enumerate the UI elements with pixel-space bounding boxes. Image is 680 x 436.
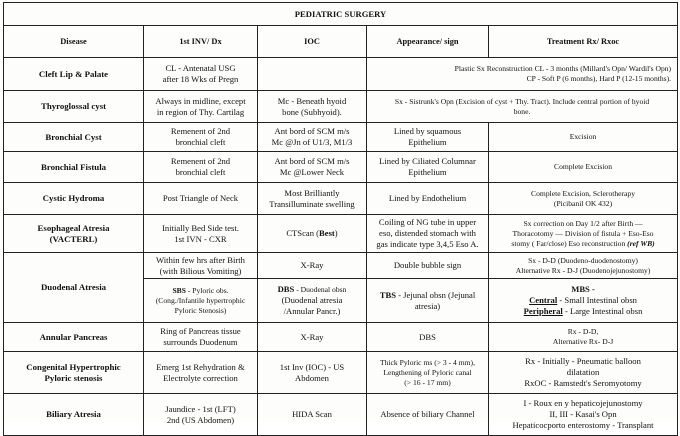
disease-line: Congenital Hypertrophic: [26, 361, 121, 372]
sign-line: Epithelium: [408, 167, 447, 177]
inv-line: after 18 Wks of Pregn: [162, 74, 239, 84]
ioc-line: /Annular Pancr.): [283, 306, 341, 316]
ioc-cell: [258, 279, 367, 323]
rx-ref: (ref WB): [627, 238, 655, 248]
ioc-line: Mc - Beneath hyoid: [277, 95, 347, 106]
sign-line: gas indicate type 3,4,5 Eso A.: [376, 239, 479, 249]
disease-cell: [4, 352, 144, 394]
inv-cell: [144, 152, 258, 183]
ioc-text: - Duodenal obsn: [294, 285, 347, 294]
disease-cell: Cystic Hydroma: [4, 183, 144, 215]
rx-line: Rx - D-D,: [567, 327, 599, 336]
table-title: PEDIATRIC SURGERY: [4, 3, 678, 26]
rx-cell: [489, 352, 678, 394]
inv-line: Remenent of 2nd: [170, 156, 231, 166]
rx-line: bone.: [513, 106, 531, 116]
sign-cell: Double bubble sign: [367, 253, 489, 279]
ioc-cell: [258, 152, 367, 183]
rx-text: stomy ( Far/close) Eso reconstruction: [511, 238, 628, 248]
ioc-line: Most Brilliantly: [284, 187, 340, 198]
sign-line: Epithelium: [408, 137, 447, 147]
table-row: [4, 323, 678, 352]
inv-line: Jaundice - 1st (LFT): [165, 403, 236, 414]
inv-line: bronchial cleft: [175, 167, 226, 177]
rx-cell: Complete Excision: [489, 152, 678, 183]
sign-cell: DBS: [367, 323, 489, 352]
inv-text: - Pyloric obs.: [185, 285, 229, 295]
disease-line: Esophageal Atresia: [37, 222, 110, 233]
header-treatment: Treatment Rx/ Rxoc: [489, 26, 678, 58]
rx-line: [491, 295, 675, 306]
inv-line: 2nd (US Abdomen): [166, 414, 235, 425]
rx-cell: [367, 58, 678, 91]
ioc-best: Best: [319, 228, 335, 238]
disease-cell: Bronchial Cyst: [4, 123, 144, 152]
peripheral-label: Peripheral: [523, 306, 563, 316]
table-row: [4, 152, 678, 183]
sign-text: - Jejunal obsn (Jejunal: [396, 289, 476, 300]
inv-line: Within few hrs after Birth: [156, 254, 245, 265]
disease-cell: Duodenal Atresia: [4, 253, 144, 323]
sign-cell: [367, 123, 489, 152]
table-row: [4, 91, 678, 123]
rx-text: - Small Intestinal obsn: [557, 295, 637, 305]
rx-line: Alternative Rx- D-J: [552, 337, 614, 346]
sign-line: Lined by Ciliated Columnar: [379, 156, 476, 166]
rx-cell: [367, 91, 678, 123]
inv-line: Always in midline, except: [155, 95, 246, 106]
rx-line: dilatation: [566, 367, 600, 377]
rx-line: I - Roux en y hepaticojejunostomy: [523, 398, 643, 408]
rx-line: Rx - Initially - Pneumatic balloon: [525, 356, 641, 366]
rx-line: CP - Soft P (6 months), Hard P (12-15 months).: [526, 74, 672, 83]
sign-line: atresia): [414, 300, 441, 311]
inv-cell: [144, 352, 258, 394]
header-first-inv: 1st INV/ Dx: [144, 26, 258, 58]
table-row: [4, 58, 678, 91]
inv-line: (Cong./Infantile hypertrophic: [155, 295, 246, 305]
rx-line: [491, 239, 675, 249]
header-disease: Disease: [4, 26, 144, 58]
ioc-cell: [258, 215, 367, 253]
disease-cell: Bronchial Fistula: [4, 152, 144, 183]
sbs-label: SBS: [172, 285, 186, 295]
ioc-cell: [258, 58, 367, 91]
ioc-line: 1st Inv (IOC) - US: [279, 361, 345, 372]
inv-line: Initially Bed Side test.: [162, 222, 239, 233]
header-row: [4, 26, 678, 58]
sign-line: Lengthening of Pyloric canal: [383, 367, 472, 377]
inv-line: 1st IVN - CXR: [174, 233, 227, 244]
inv-line: [146, 286, 255, 296]
sign-cell: [367, 152, 489, 183]
ioc-line: bone (Subhyoid).: [282, 106, 342, 117]
table-row: [4, 394, 678, 436]
table-row: [4, 123, 678, 152]
sign-line: Coiling of NG tube in upper: [378, 217, 477, 227]
rx-cell: [489, 323, 678, 352]
rx-cell: [489, 183, 678, 215]
ioc-line: (Duodenal atresia: [281, 295, 343, 305]
central-label: Central: [529, 295, 558, 305]
disease-cell: Thyroglossal cyst: [4, 91, 144, 123]
ioc-cell: [258, 183, 367, 215]
sign-cell: [367, 215, 489, 253]
rx-line: Complete Excision, Sclerotherapy: [531, 188, 636, 198]
table-row: [4, 253, 678, 279]
sign-line: (> 16 - 17 mm): [404, 377, 451, 387]
rx-line: RxOC - Ramstedt's Seromyotomy: [524, 378, 642, 388]
inv-line: Pyloric Stenosis): [174, 305, 227, 315]
inv-cell: [144, 58, 258, 91]
rx-line: II, III - Kasai's Opn: [549, 409, 617, 419]
rx-line: Sx - D-D (Duodeno-duodenostomy): [528, 255, 638, 265]
sign-cell: [367, 279, 489, 323]
header-appearance: Appearance/ sign: [367, 26, 489, 58]
inv-line: Emerg 1st Rehydration &: [156, 361, 245, 372]
ioc-line: Mc @Lower Neck: [279, 167, 345, 177]
inv-line: CL - Antenatal USG: [165, 63, 236, 73]
table-row: [4, 215, 678, 253]
disease-line: Pyloric stenosis: [44, 372, 103, 383]
tbs-label: TBS: [379, 289, 396, 300]
inv-line: in region of Thy. Cartilag: [156, 106, 245, 117]
sign-cell: Lined by Endothelium: [367, 183, 489, 215]
rx-cell: [489, 279, 678, 323]
rx-line: Hepaticocporto enterostomy - Transplant: [512, 420, 654, 430]
ioc-close: ): [334, 228, 338, 238]
disease-cell: [4, 215, 144, 253]
rx-cell: [489, 215, 678, 253]
sign-line: Lined by squamous: [393, 126, 462, 136]
disease-cell: Cleft Lip & Palate: [4, 58, 144, 91]
inv-cell: [144, 323, 258, 352]
ioc-line: Ant bord of SCM m/s: [274, 126, 350, 136]
inv-line: Remenent of 2nd: [170, 126, 231, 136]
mbs-label: MBS -: [571, 284, 595, 294]
ioc-line: Abdomen: [295, 372, 329, 383]
inv-line: Ring of Pancreas tissue: [160, 326, 241, 336]
sign-line: eso, distended stomach with: [379, 228, 476, 238]
ioc-line: Ant bord of SCM m/s: [274, 156, 350, 166]
inv-line: bronchial cleft: [175, 137, 226, 147]
sign-cell: [367, 352, 489, 394]
rx-line: Plastic Sx Reconstruction CL - 3 months (Millard's Opn/ Wardil's Opn): [454, 64, 672, 73]
ioc-line: Transilluminate swelling: [269, 198, 355, 209]
disease-line: (VACTERL): [49, 233, 98, 244]
rx-line: (Picibanil OK 432): [553, 198, 613, 208]
table-row: [4, 352, 678, 394]
header-ioc: IOC: [258, 26, 367, 58]
rx-line: Thoracotomy — Division of fistula + Eso-Eso: [512, 228, 654, 238]
ioc-cell: X-Ray: [258, 253, 367, 279]
rx-line: [491, 306, 675, 317]
ioc-text: CTScan (: [286, 228, 320, 238]
ioc-line: [260, 284, 364, 295]
ioc-cell: [258, 91, 367, 123]
inv-cell: [144, 253, 258, 279]
rx-line: Sx correction on Day 1/2 after Birth —: [523, 218, 643, 228]
inv-line: surrounds Duodenum: [163, 337, 238, 347]
sign-cell: Absence of biliary Channel: [367, 394, 489, 436]
rx-line: Sx - Sistrunk's Opn (Excision of cyst + Thy. Tract). Include central portion of hyoid: [394, 96, 650, 106]
rx-cell: [489, 394, 678, 436]
disease-cell: Annular Pancreas: [4, 323, 144, 352]
inv-line: Electrolyte correction: [163, 372, 238, 383]
inv-cell: [144, 91, 258, 123]
dbs-label: DBS: [277, 284, 295, 294]
ioc-cell: [258, 352, 367, 394]
rx-text: - Large Intestinal obsn: [562, 306, 643, 316]
pediatric-surgery-table: [3, 2, 678, 436]
inv-cell: [144, 279, 258, 323]
rx-cell: [489, 253, 678, 279]
inv-line: (with Bilious Vomiting): [159, 265, 242, 276]
disease-cell: Biliary Atresia: [4, 394, 144, 436]
ioc-cell: [258, 123, 367, 152]
title-row: [4, 3, 678, 26]
ioc-line: Mc @Jn of U1/3, M1/3: [271, 137, 353, 147]
ioc-cell: HIDA Scan: [258, 394, 367, 436]
rx-line: Alternative Rx - D-J (Duodenojejunostomy): [515, 265, 651, 275]
inv-cell: [144, 215, 258, 253]
inv-cell: [144, 394, 258, 436]
table-row: [4, 183, 678, 215]
sign-line: [369, 290, 486, 301]
sign-line: Thick Pyloric ms (> 3 - 4 mm),: [380, 357, 475, 367]
ioc-cell: X-Ray: [258, 323, 367, 352]
inv-cell: Post Triangle of Neck: [144, 183, 258, 215]
inv-cell: [144, 123, 258, 152]
rx-cell: Excision: [489, 123, 678, 152]
